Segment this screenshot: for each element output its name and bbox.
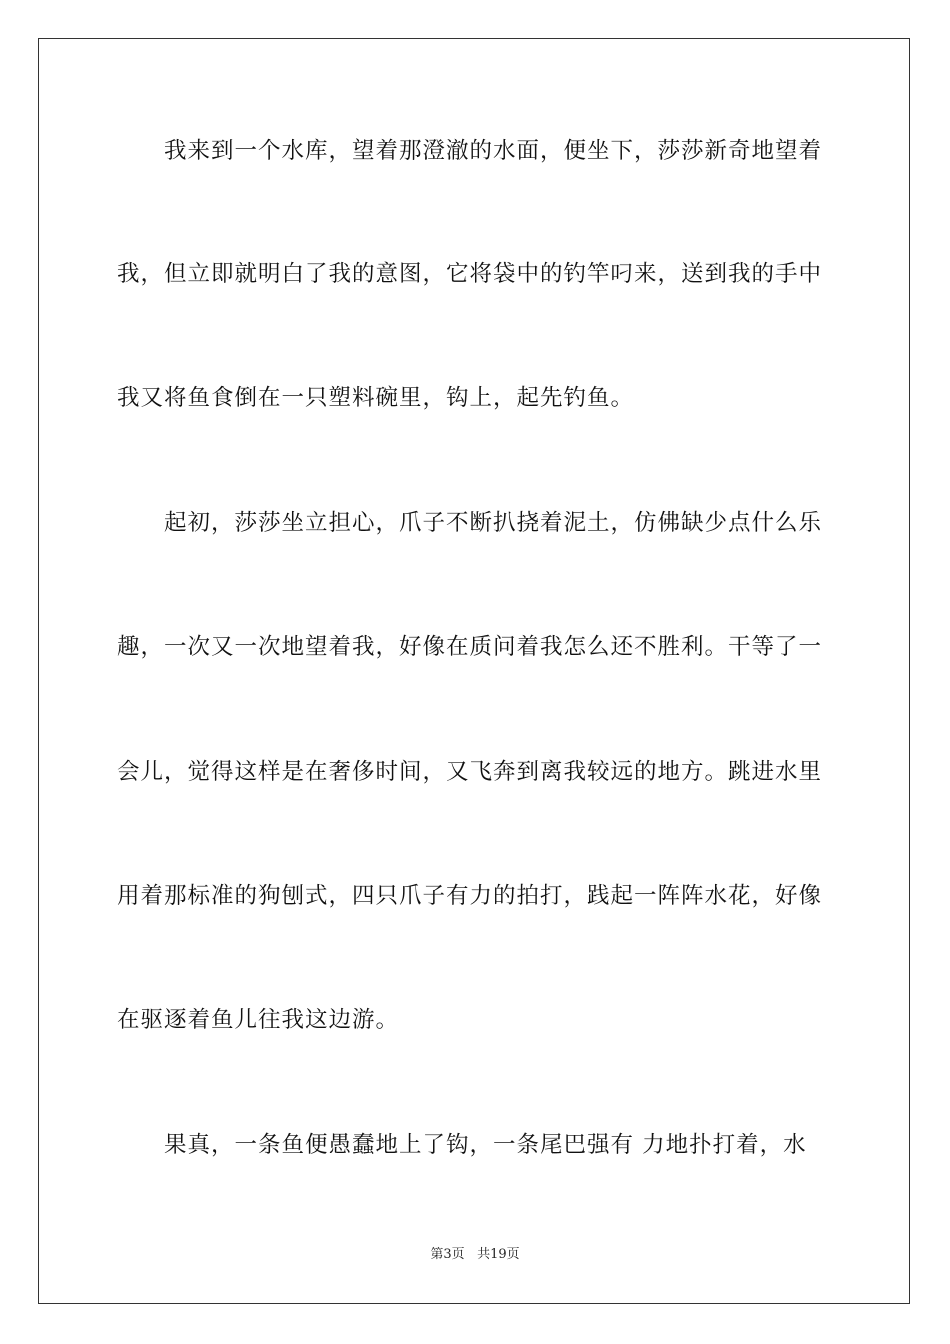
paragraph-2-line-2: 趣，一次又一次地望着我，好像在质问着我怎么还不胜利。干等了一 xyxy=(117,634,823,660)
paragraph-2-line-4: 用着那标准的狗刨式，四只爪子有力的拍打，践起一阵阵水花，好像 xyxy=(117,883,823,909)
current-page-label: 第3页 xyxy=(430,1247,465,1262)
paragraph-1-line-2: 我，但立即就明白了我的意图，它将袋中的钓竿叼来，送到我的手中 xyxy=(117,261,823,287)
paragraph-1-line-3: 我又将鱼食倒在一只塑料碗里，钩上，起先钓鱼。 xyxy=(117,385,635,411)
paragraph-2-line-5: 在驱逐着鱼儿往我这边游。 xyxy=(117,1007,400,1033)
paragraph-2-line-1: 起初，莎莎坐立担心，爪子不断扒挠着泥土，仿佛缺少点什么乐 xyxy=(164,510,823,536)
page-footer xyxy=(0,1246,950,1264)
page-border xyxy=(38,38,910,1304)
paragraph-2-line-3: 会儿，觉得这样是在奢侈时间，又飞奔到离我较远的地方。跳进水里 xyxy=(117,759,823,785)
paragraph-1-line-1: 我来到一个水库，望着那澄澈的水面，便坐下，莎莎新奇地望着 xyxy=(164,138,823,164)
paragraph-3-line-1: 果真，一条鱼便愚蠢地上了钩，一条尾巴强有 力地扑打着，水 xyxy=(164,1132,807,1158)
total-pages-label: 共19页 xyxy=(477,1247,520,1262)
